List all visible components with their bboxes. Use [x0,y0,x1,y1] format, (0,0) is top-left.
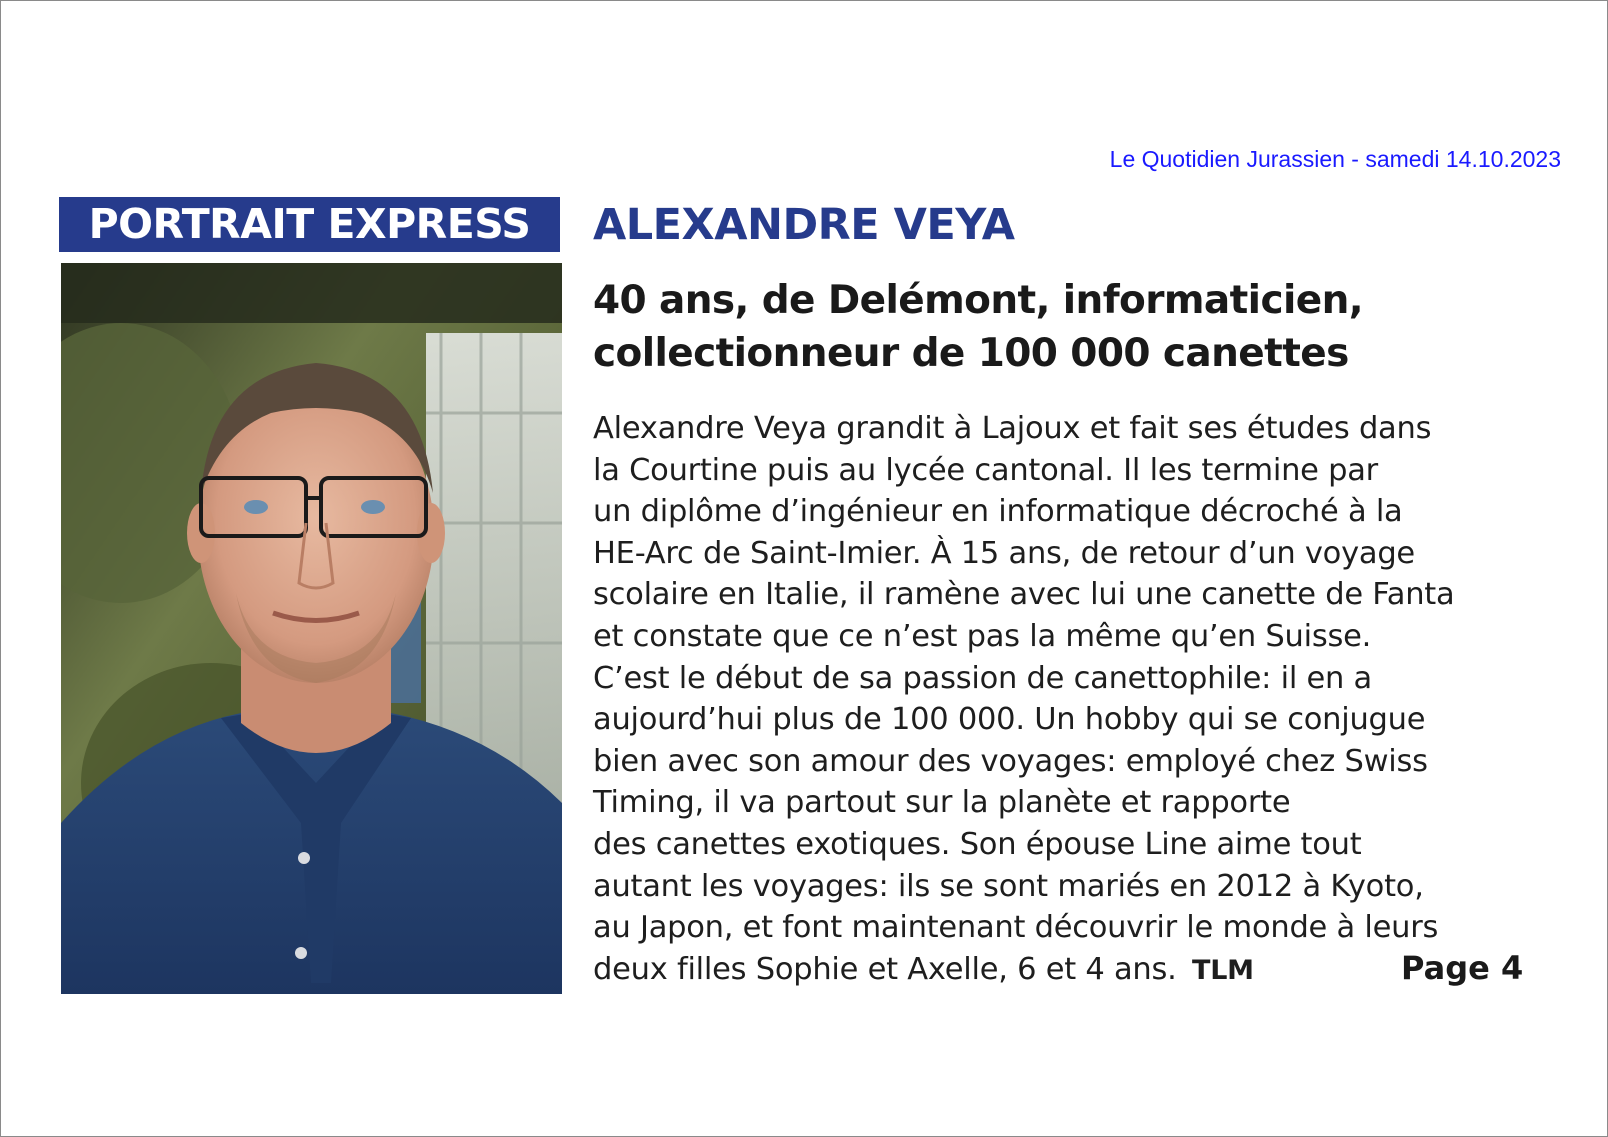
body-line: au Japon, et font maintenant découvrir le monde à leurs [593,910,1439,946]
body-line: des canettes exotiques. Son épouse Line aime tout [593,826,1362,862]
person-name: ALEXANDRE VEYA [593,200,1015,250]
headline-line: collectionneur de 100 000 canettes [593,331,1349,376]
source-line: Le Quotidien Jurassien - samedi 14.10.2023 [1109,146,1561,172]
body-line: un diplôme d’ingénieur en informatique décroché à la [593,494,1403,530]
body-line: Timing, il va partout sur la planète et rapporte [593,785,1291,821]
kicker-banner: PORTRAIT EXPRESS [59,197,560,252]
body-line: scolaire en Italie, il ramène avec lui une canette de Fanta [593,577,1455,613]
body-line: la Courtine puis au lycée cantonal. Il les termine par [593,452,1378,488]
body-line: autant les voyages: ils se sont mariés en 2012 à Kyoto, [593,868,1424,904]
author-signature: TLM [1192,954,1254,986]
body-line: deux filles Sophie et Axelle, 6 et 4 ans. [593,951,1177,987]
body-line: C’est le début de sa passion de canettophile: il en a [593,660,1372,696]
portrait-illustration [61,263,562,994]
body-line: et constate que ce n’est pas la même qu’en Suisse. [593,618,1372,654]
portrait-photo [61,263,562,994]
body-line: Alexandre Veya grandit à Lajoux et fait ses études dans [593,411,1432,446]
body-line: HE-Arc de Saint-Imier. À 15 ans, de retour d’un voyage [593,535,1415,571]
body-line: aujourd’hui plus de 100 000. Un hobby qui se conjugue [593,702,1426,738]
page-reference-link[interactable]: Page 4 [1401,949,1524,987]
headline-line: 40 ans, de Delémont, informaticien, [593,278,1363,323]
body-line: bien avec son amour des voyages: employé chez Swiss [593,743,1428,779]
article-body [593,408,1563,991]
headline [593,274,1573,380]
